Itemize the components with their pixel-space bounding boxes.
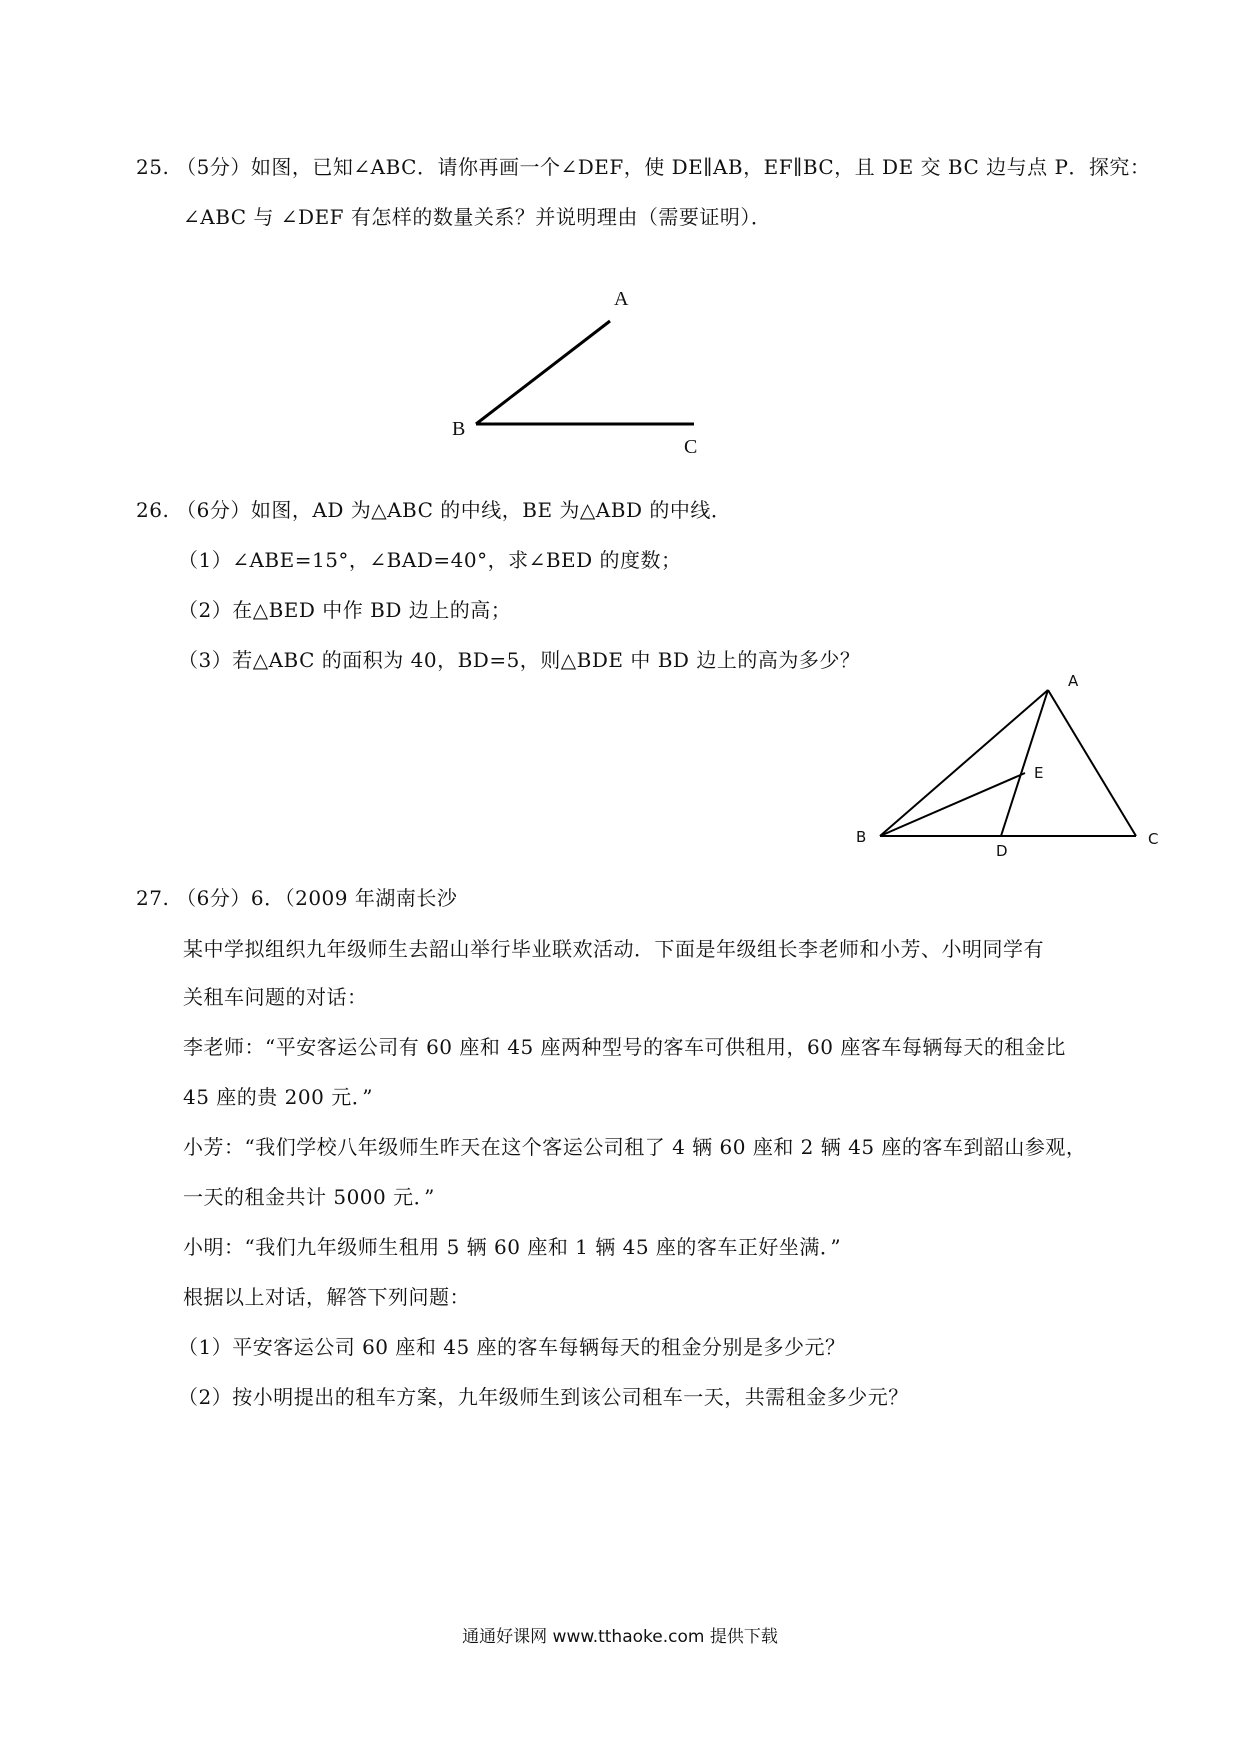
q25-line-2: ∠ABC 与 ∠DEF 有怎样的数量关系？并说明理由（需要证明）． [183,205,772,229]
q26-line-1: 26. （6分）如图，AD 为△ABC 的中线，BE 为△ABD 的中线． [136,498,732,522]
label-c: C [684,436,698,458]
q27-paragraph-5: 小芳：“我们学校八年级师生昨天在这个客运公司租了 4 辆 60 座和 2 辆 45 座的客车到韶山参观， [183,1135,1087,1159]
q26-part-2: （2）在△BED 中作 BD 边上的高； [178,598,512,622]
ray-ba [476,321,610,424]
tri-label-d: D [996,842,1008,860]
q26-part-1: （1）∠ABE=15°，∠BAD=40°，求∠BED 的度数； [178,548,682,572]
tri-label-c: C [1148,830,1159,848]
q27-line-1: 27. （6分）6．（2009 年湖南长沙 [136,886,458,910]
q27-part-2: （2）按小明提出的租车方案，九年级师生到该公司租车一天，共需租金多少元？ [178,1385,909,1409]
tri-label-e: E [1034,764,1044,782]
tri-label-b: B [856,828,867,846]
q27-paragraph-1: 某中学拟组织九年级师生去韶山举行毕业联欢活动．下面是年级组长李老师和小芳、小明同学有 [183,937,1044,961]
q27-paragraph-2: 关租车问题的对话： [183,985,368,1009]
q27-paragraph-7: 小明：“我们九年级师生租用 5 辆 60 座和 1 辆 45 座的客车正好坐满．” [183,1235,842,1259]
label-b: B [452,418,466,440]
q25-line-1: 25. （5分）如图，已知∠ABC．请你再画一个∠DEF，使 DE∥AB，EF∥BC，且 DE 交 BC 边与点 P．探究： [136,155,1151,179]
q26-part-3: （3）若△ABC 的面积为 40，BD=5，则△BDE 中 BD 边上的高为多少？ [178,648,861,672]
median-ad [1001,690,1048,836]
page-footer: 通通好课网 www.tthaoke.com 提供下载 [462,1627,778,1647]
side-ac [1048,690,1136,836]
q27-part-1: （1）平安客运公司 60 座和 45 座的客车每辆每天的租金分别是多少元？ [178,1335,846,1359]
q27-paragraph-8: 根据以上对话，解答下列问题： [183,1285,470,1309]
label-a: A [614,288,629,310]
q27-paragraph-6: 一天的租金共计 5000 元．” [183,1185,435,1209]
q27-paragraph-4: 45 座的贵 200 元．” [183,1085,373,1109]
q27-paragraph-3: 李老师：“平安客运公司有 60 座和 45 座两种型号的客车可供租用，60 座客车每辆每天的租金比 [183,1035,1066,1059]
q26-triangle-figure [880,690,1136,836]
side-ab [880,690,1048,836]
tri-label-a: A [1068,672,1079,690]
